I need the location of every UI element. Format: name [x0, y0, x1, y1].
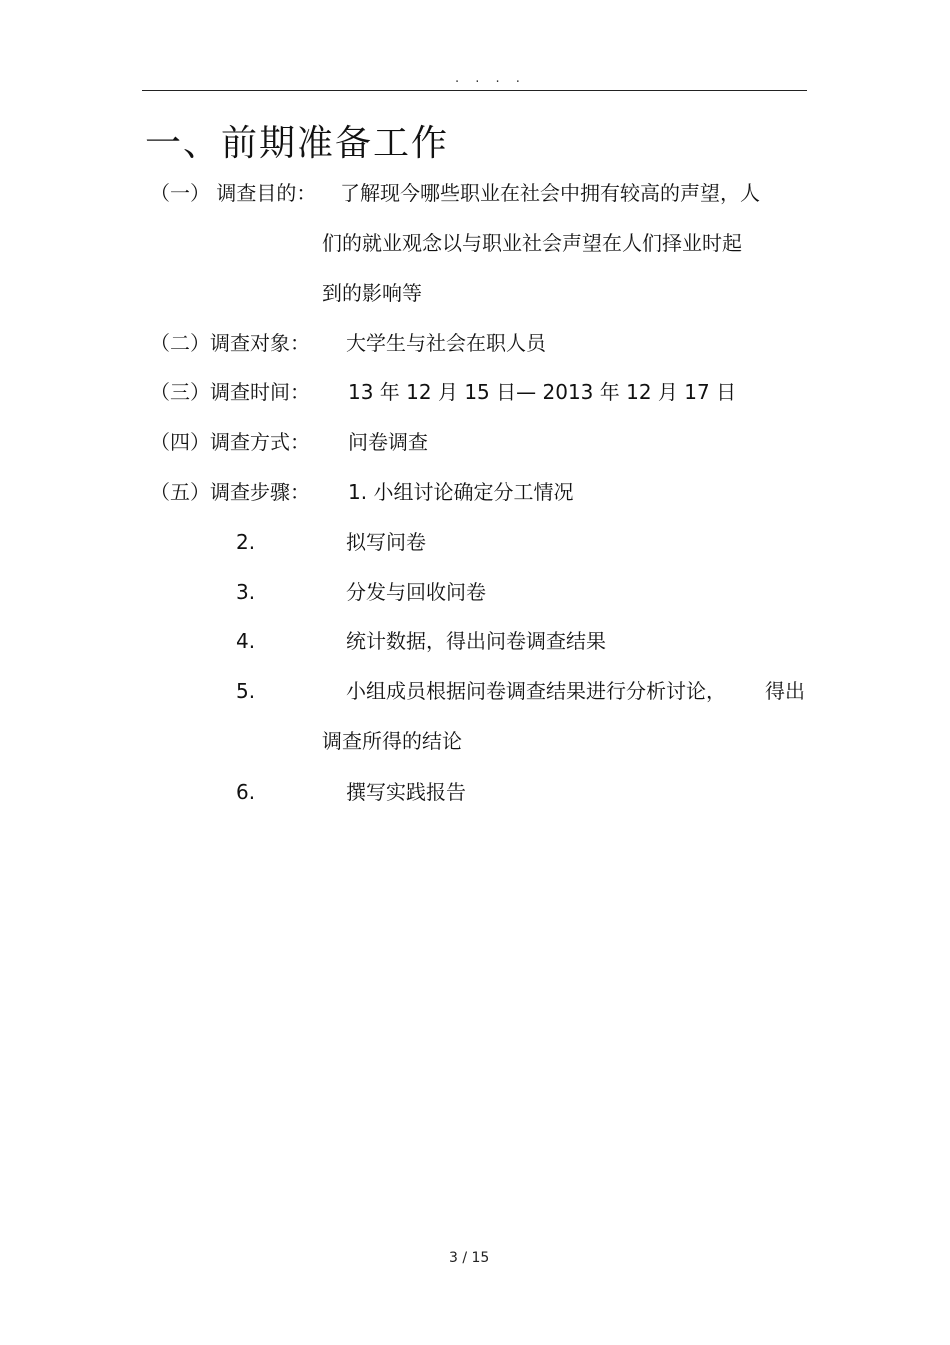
header-rule	[142, 90, 807, 91]
purpose-line-2: 们的就业观念以与职业社会声望在人们择业时起	[322, 231, 742, 255]
step-6-num: 6.	[236, 780, 256, 804]
step-2-text: 拟写问卷	[346, 530, 426, 554]
step-5-text: 小组成员根据问卷调查结果进行分析讨论，	[346, 679, 726, 703]
header-dots: . . . .	[455, 71, 526, 86]
steps-label: （五）调查步骤：	[150, 480, 310, 504]
page-number: 3 / 15	[449, 1250, 490, 1266]
method-label: （四）调查方式：	[150, 430, 310, 454]
step-6-text: 撰写实践报告	[346, 780, 466, 804]
step-5-text-end: 得出	[765, 679, 805, 703]
step-3-text: 分发与回收问卷	[346, 580, 486, 604]
time-label: （三）调查时间：	[150, 380, 310, 404]
purpose-line-1: 了解现今哪些职业在社会中拥有较高的声望，人	[340, 181, 760, 205]
method-value: 问卷调查	[348, 430, 428, 454]
target-value: 大学生与社会在职人员	[346, 331, 546, 355]
step-2-num: 2.	[236, 530, 256, 554]
step-4-num: 4.	[236, 629, 256, 653]
time-value: 13 年 12 月 15 日— 2013 年 12 月 17 日	[348, 380, 737, 404]
step-3-num: 3.	[236, 580, 256, 604]
section-title: 一、前期准备工作	[145, 123, 450, 164]
target-label: （二）调查对象：	[150, 331, 310, 355]
purpose-line-3: 到的影响等	[322, 281, 422, 305]
purpose-label: （一） 调查目的：	[150, 181, 317, 205]
step-1: 1. 小组讨论确定分工情况	[348, 480, 574, 504]
step-5-num: 5.	[236, 679, 256, 703]
step-5-continuation: 调查所得的结论	[322, 729, 462, 753]
step-4-text: 统计数据，得出问卷调查结果	[346, 629, 606, 653]
